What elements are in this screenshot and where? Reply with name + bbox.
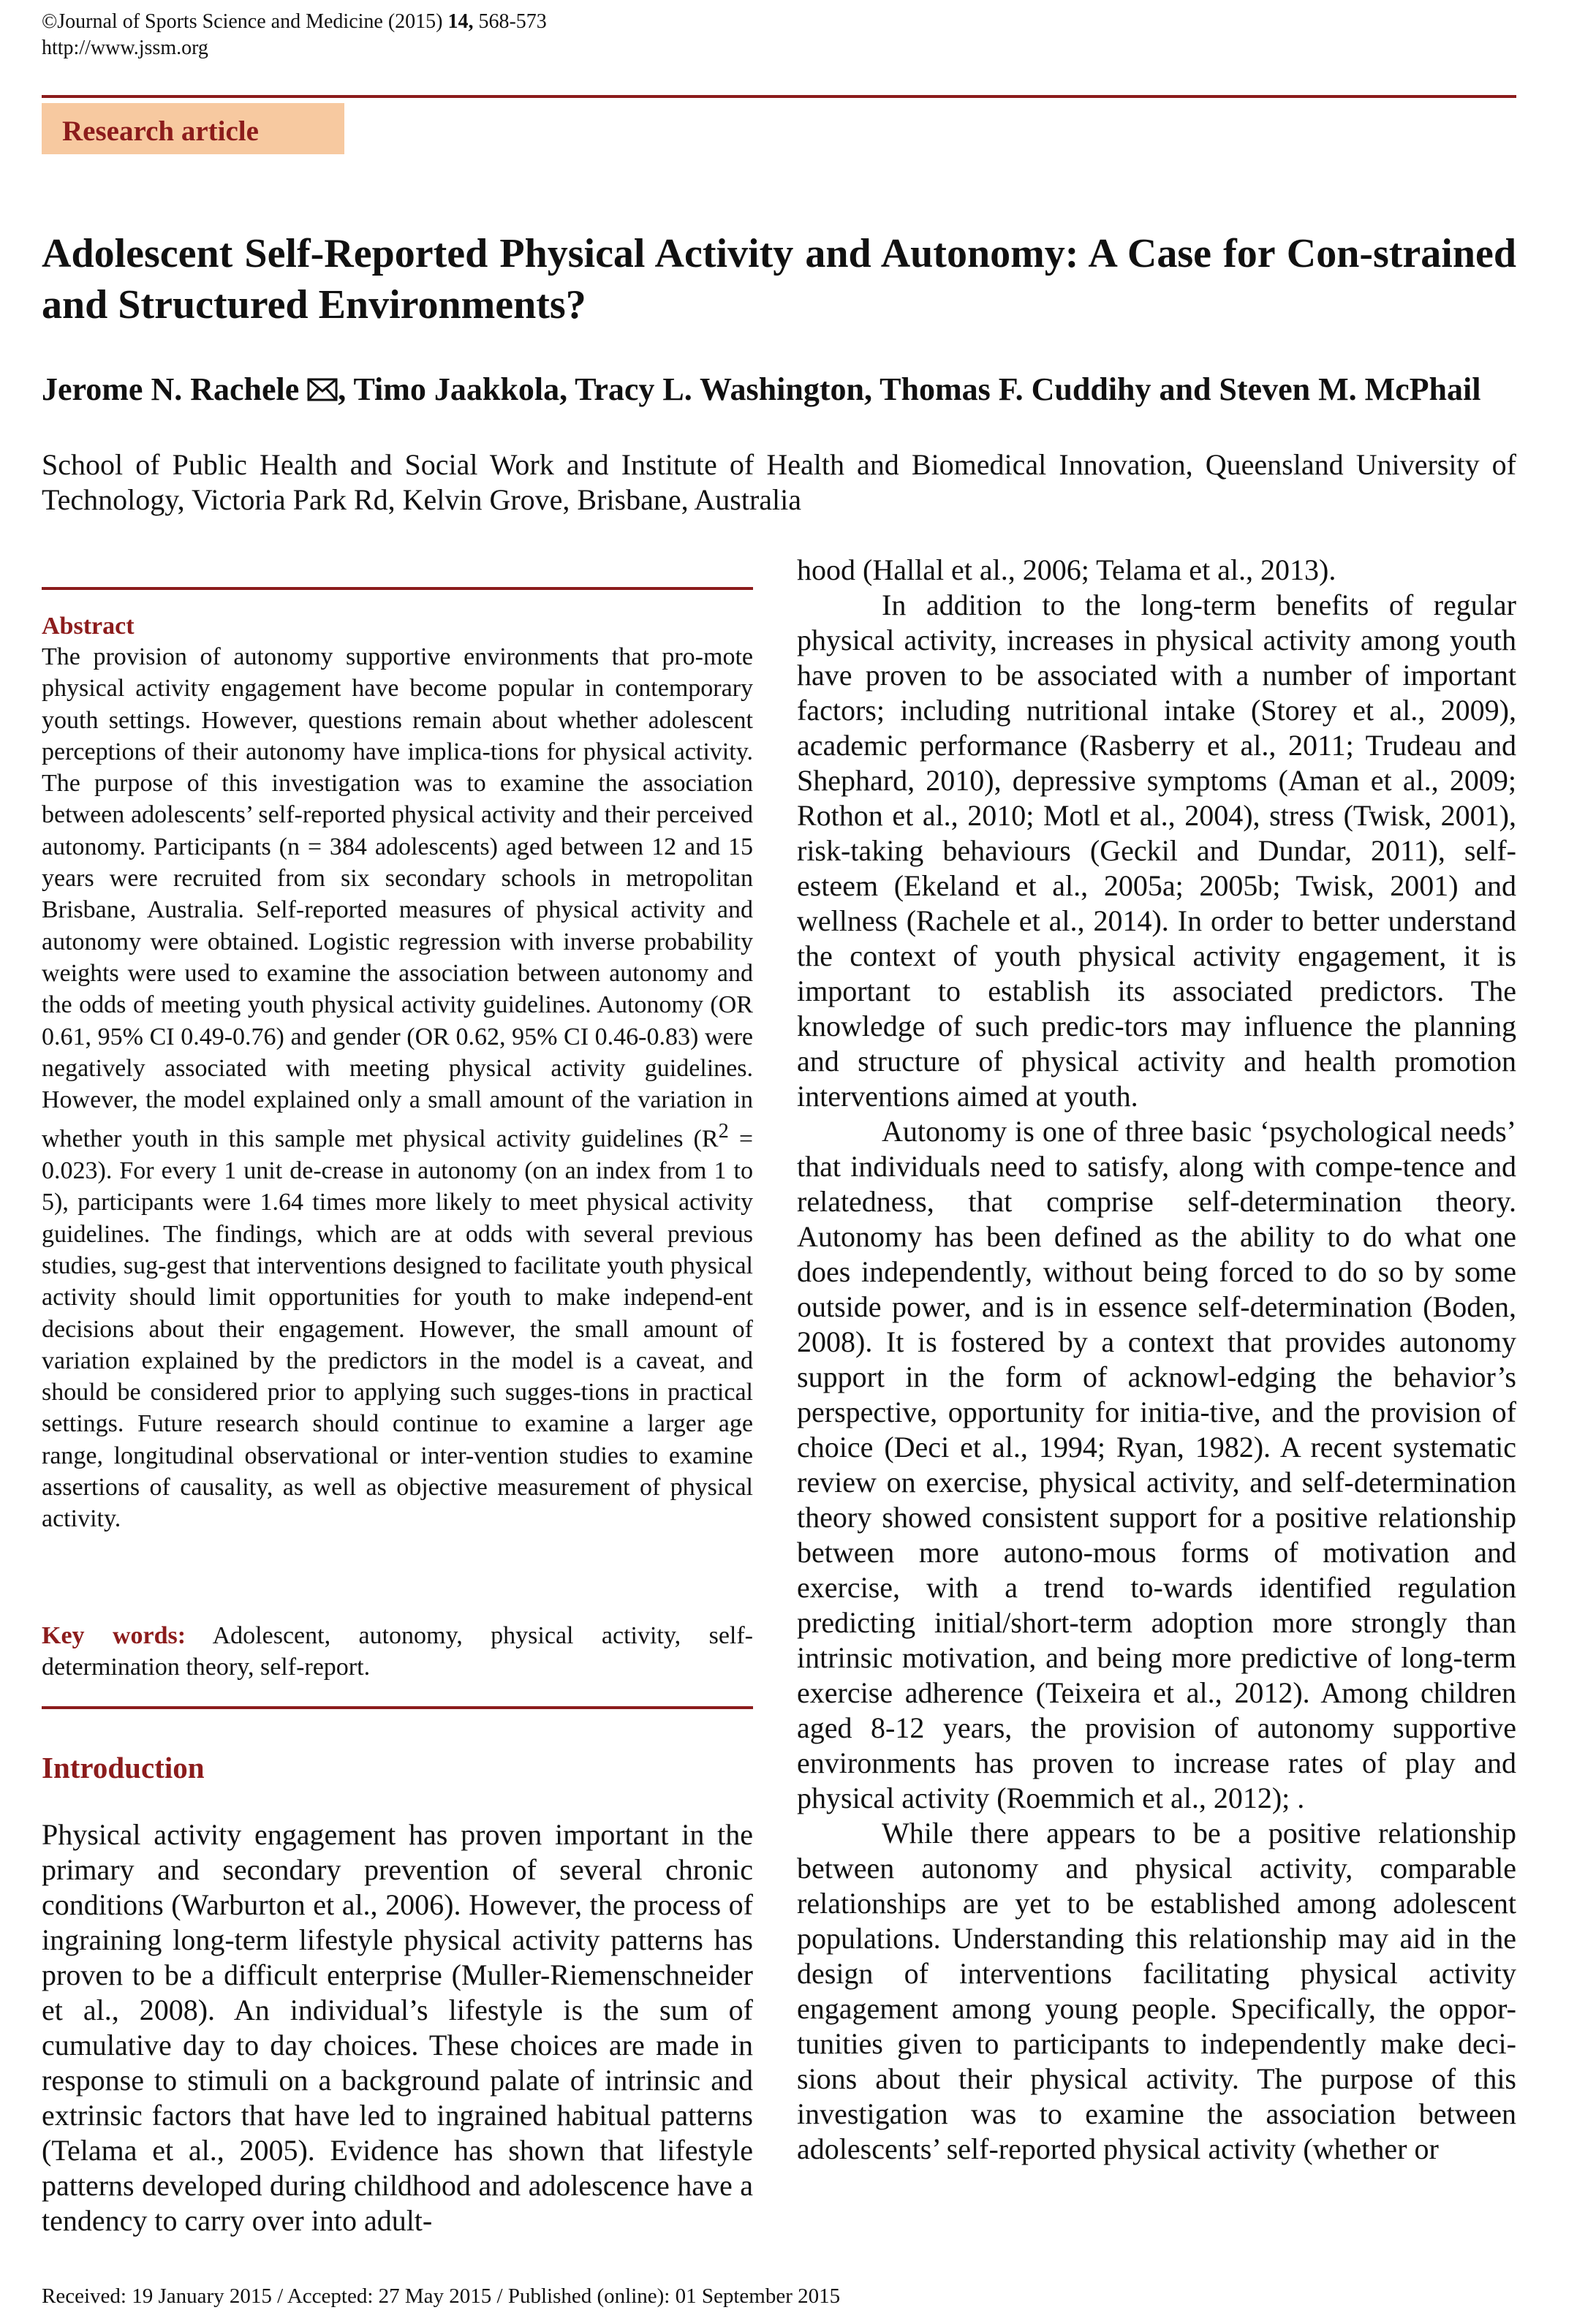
article-type-badge [42,103,344,154]
other-authors: , Timo Jaakkola, Tracy L. Washington, Thomas F. Cuddihy and Steven M. McPhail [338,371,1481,407]
body-paragraph: In addition to the long-term benefits of regular physical activity, increases in physical activity among youth have proven to be associated with a number of important factors; including nutritional intake (Storey et al., 2009), academic performance (Rasberry et al., 2011; Trudeau and Shephard, 2010), depressive symptoms (Aman et al., 2009; Rothon et al., 2010; Motl et al., 2004), stress (Twisk, 2001), risk-taking behaviours (Geckil and Dundar, 2011), self-esteem (Ekeland et al., 2005a; 2005b; Twisk, 2001) and wellness (Rachele et al., 2014). In order to better understand the context of youth physical activity engagement, it is important to establish its associated predictors. The knowledge of such predic-tors may influence the planning and structure of physical activity and health promotion interventions aimed at youth. [797,588,1516,1113]
article-title: Adolescent Self-Reported Physical Activity and Autonomy: A Case for Con-strained and Structured Environments? [42,231,1516,327]
abstract-superscript: 2 [718,1120,729,1143]
journal-url[interactable]: http://www.jssm.org [42,37,208,59]
corresponding-author: Jerome N. Rachele [42,371,300,407]
keywords [42,1620,753,1683]
journal-volume: 14, [447,10,474,33]
introduction-paragraph: Physical activity engagement has proven important in the primary and secondary prevention of several chronic conditions (Warburton et al., 2006). However, the process of ingraining long-term lifestyle physical activity patterns has proven to be a difficult enterprise (Muller-Riemenschneider et al., 2008). An individual’s lifestyle is the sum of cumulative day to day choices. These choices are made in response to stimuli on a background palate of intrinsic and extrinsic factors that have led to ingrained habitual patterns (Telama et al., 2005). Evidence has shown that lifestyle patterns developed during childhood and adolescence have a tendency to carry over into adult- [42,1818,753,2237]
right-column [797,553,1516,2167]
introduction-column [42,1817,753,2238]
introduction-heading: Introduction [42,1751,205,1784]
keywords-label: Key words: [42,1622,186,1649]
publication-dates: Received: 19 January 2015 / Accepted: 27 May 2015 / Published (online): 01 September 2015 [42,2284,841,2308]
envelope-icon[interactable] [307,378,338,401]
journal-citation [42,10,547,34]
abstract-text-part1: The provision of autonomy supportive environments that pro-mote physical activity engagement have become popular in contemporary youth settings. However, questions remain about whether adolescent perceptions of their autonomy have implica-tions for physical activity. The purpose of this investigation was to examine the association between adolescents’ self-reported physical activity and their perceived autonomy. Participants (n = 384 adolescents) aged between 12 and 15 years were recruited from six secondary schools in metropolitan Brisbane, Australia. Self-reported measures of physical activity and autonomy were obtained. Logistic regression with inverse probability weights were used to examine the association between autonomy and the odds of meeting youth physical activity guidelines. Autonomy (OR 0.61, 95% CI 0.49-0.76) and gender (OR 0.62, 95% CI 0.46-0.83) were negatively associated with meeting physical activity guidelines. However, the model explained only a small amount of the variation in whether youth in this sample met physical activity guidelines (R [42,643,753,1153]
keywords-text: Adolescent, autonomy, physical activity, self-determination theory, self-report. [42,1622,754,1681]
abstract-top-divider [42,587,753,590]
abstract-bottom-divider [42,1706,753,1709]
body-paragraph: hood (Hallal et al., 2006; Telama et al., 2013). [797,553,1336,586]
abstract-body [42,641,753,1535]
header-divider [42,95,1516,98]
author-affiliation: School of Public Health and Social Work and Institute of Health and Biomedical Innovation, Queensland University of Technology, Victoria Park Rd, Kelvin Grove, Brisbane, Australia [42,448,1516,516]
body-paragraph: Autonomy is one of three basic ‘psychological needs’ that individuals need to satisfy, along with compe-tence and relatedness, that comprise self-determination theory. Autonomy has been defined as the ability to do what one does independently, without being forced to do so by some outside power, and is in essence self-determination (Boden, 2008). It is fostered by a context that provides autonomy support in the form of acknowl-edging the behavior’s perspective, opportunity for initia-tive, and the provision of choice (Deci et al., 1994; Ryan, 1982). A recent systematic review on exercise, physical activity, and self-determination theory showed consistent support for a positive relationship between more autono-mous forms of motivation and exercise, with a trend to-wards identified regulation predicting initial/short-term adoption more strongly than intrinsic motivation, and being more predictive of long-term exercise adherence (Teixeira et al., 2012). Among children aged 8-12 years, the provision of autonomy supportive environments has proven to increase rates of play and physical activity (Roemmich et al., 2012); . [797,1115,1516,1814]
author-list [42,371,1516,408]
abstract-text-part2: = 0.023). For every 1 unit de-crease in autonomy (on an index from 1 to 5), participants were 1.64 times more likely to meet physical activity guidelines. The findings, which are at odds with several previous studies, sug-gest that interventions designed to facilitate youth physical activity should limit opportunities for youth to make independ-ent decisions about their engagement. However, the small amount of variation explained by the predictors in the model is a caveat, and should be considered prior to applying such sugges-tions in practical settings. Future research should continue to examine a larger age range, longitudinal observational or inter-vention studies to examine assertions of causality, as well as objective measurement of physical activity. [42,1125,753,1533]
body-paragraph: While there appears to be a positive relationship between autonomy and physical activity, comparable relationships are yet to be established among adolescent populations. Understanding this relationship may aid in the design of interventions facilitating physical activity engagement among young people. Specifically, the oppor-tunities given to participants to independently make deci-sions about their physical activity. The purpose of this investigation was to examine the association between adolescents’ self-reported physical activity (whether or [797,1817,1516,2165]
abstract-heading: Abstract [42,613,135,640]
article-type-label: Research article [62,116,259,147]
journal-citation-text: ©Journal of Sports Science and Medicine (2015) [42,10,448,33]
journal-pages: 568-573 [473,10,547,33]
